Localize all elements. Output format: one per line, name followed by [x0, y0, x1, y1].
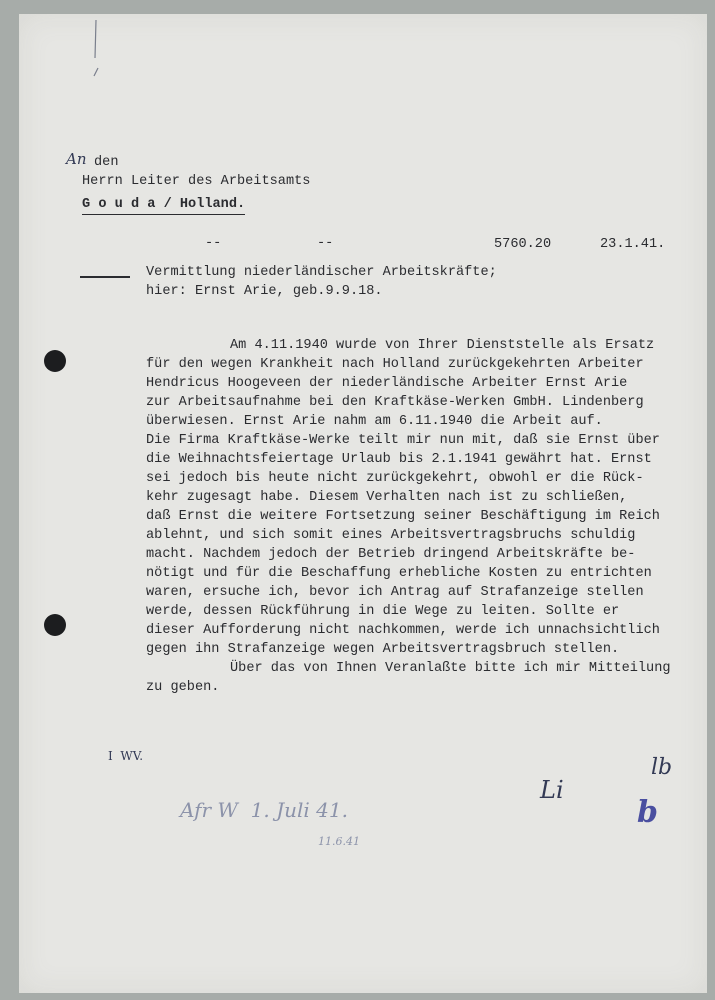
- body-line: nötigt und für die Beschaffung erhebliche Kosten zu entrichten: [146, 566, 652, 581]
- body-line: Am 4.11.1940 wurde von Ihrer Dienststelle als Ersatz: [230, 338, 655, 353]
- address-city: G o u d a / Holland.: [82, 198, 245, 215]
- reference-dash-1: --: [205, 236, 222, 251]
- body-line: zu geben.: [146, 680, 220, 695]
- reference-date: 23.1.41.: [600, 237, 666, 252]
- pencil-date: 11.6.41: [318, 835, 360, 848]
- subject-rule: [80, 276, 130, 278]
- body-line: sei jedoch bis heute nicht zurückgekehrt, obwohl er die Rück-: [146, 471, 644, 486]
- wv-note: I WV.: [108, 749, 144, 763]
- body-line: überwiesen. Ernst Arie nahm am 6.11.1940 die Arbeit auf.: [146, 414, 603, 429]
- body-line: macht. Nachdem jedoch der Betrieb dringend Arbeitskräfte be-: [146, 547, 636, 562]
- body-line: kehr zugesagt habe. Diesem Verhalten nach ist zu schließen,: [146, 490, 628, 505]
- body-line: für den wegen Krankheit nach Holland zurückgekehrten Arbeiter: [146, 357, 644, 372]
- body-line: werde, dessen Rückführung in die Wege zu leiten. Sollte er: [146, 604, 620, 619]
- address-line-2: Herrn Leiter des Arbeitsamts: [82, 174, 311, 189]
- reference-dash-2: --: [317, 236, 334, 251]
- body-line: daß Ernst die weitere Fortsetzung seiner Beschäftigung im Reich: [146, 509, 660, 524]
- pencil-note: Afr W 1. Juli 41.: [180, 798, 348, 822]
- pencil-mark: [88, 18, 104, 80]
- reference-number: 5760.20: [494, 237, 552, 252]
- body-line: gegen ihn Strafanzeige wegen Arbeitsvertragsbruch stellen.: [146, 642, 620, 657]
- address-line-1: den: [94, 155, 119, 170]
- initial-signature: Li: [540, 776, 564, 804]
- body-line: zur Arbeitsaufnahme bei den Kraftkäse-Werken GmbH. Lindenberg: [146, 395, 644, 410]
- blue-initial: b: [637, 795, 658, 830]
- punch-hole-top: [44, 350, 66, 372]
- punch-hole-bottom: [44, 614, 66, 636]
- subject-line-1: Vermittlung niederländischer Arbeitskräfte;: [146, 265, 497, 280]
- body-line: dieser Aufforderung nicht nachkommen, werde ich unnachsichtlich: [146, 623, 660, 638]
- body-line: waren, ersuche ich, bevor ich Antrag auf Strafanzeige stellen: [146, 585, 644, 600]
- body-line: die Weihnachtsfeiertage Urlaub bis 2.1.1941 gewährt hat. Ernst: [146, 452, 652, 467]
- body-line: ablehnt, und sich somit eines Arbeitsvertragsbruchs schuldig: [146, 528, 636, 543]
- body-line: Die Firma Kraftkäse-Werke teilt mir nun mit, daß sie Ernst über: [146, 433, 660, 448]
- subject-line-2: hier: Ernst Arie, geb.9.9.18.: [146, 284, 383, 299]
- initial-signature-right: lb: [651, 755, 673, 780]
- address-prefix-handwritten: An: [66, 150, 87, 168]
- body-line: Hendricus Hoogeveen der niederländische Arbeiter Ernst Arie: [146, 376, 628, 391]
- body-line: Über das von Ihnen Veranlaßte bitte ich mir Mitteilung: [230, 661, 671, 676]
